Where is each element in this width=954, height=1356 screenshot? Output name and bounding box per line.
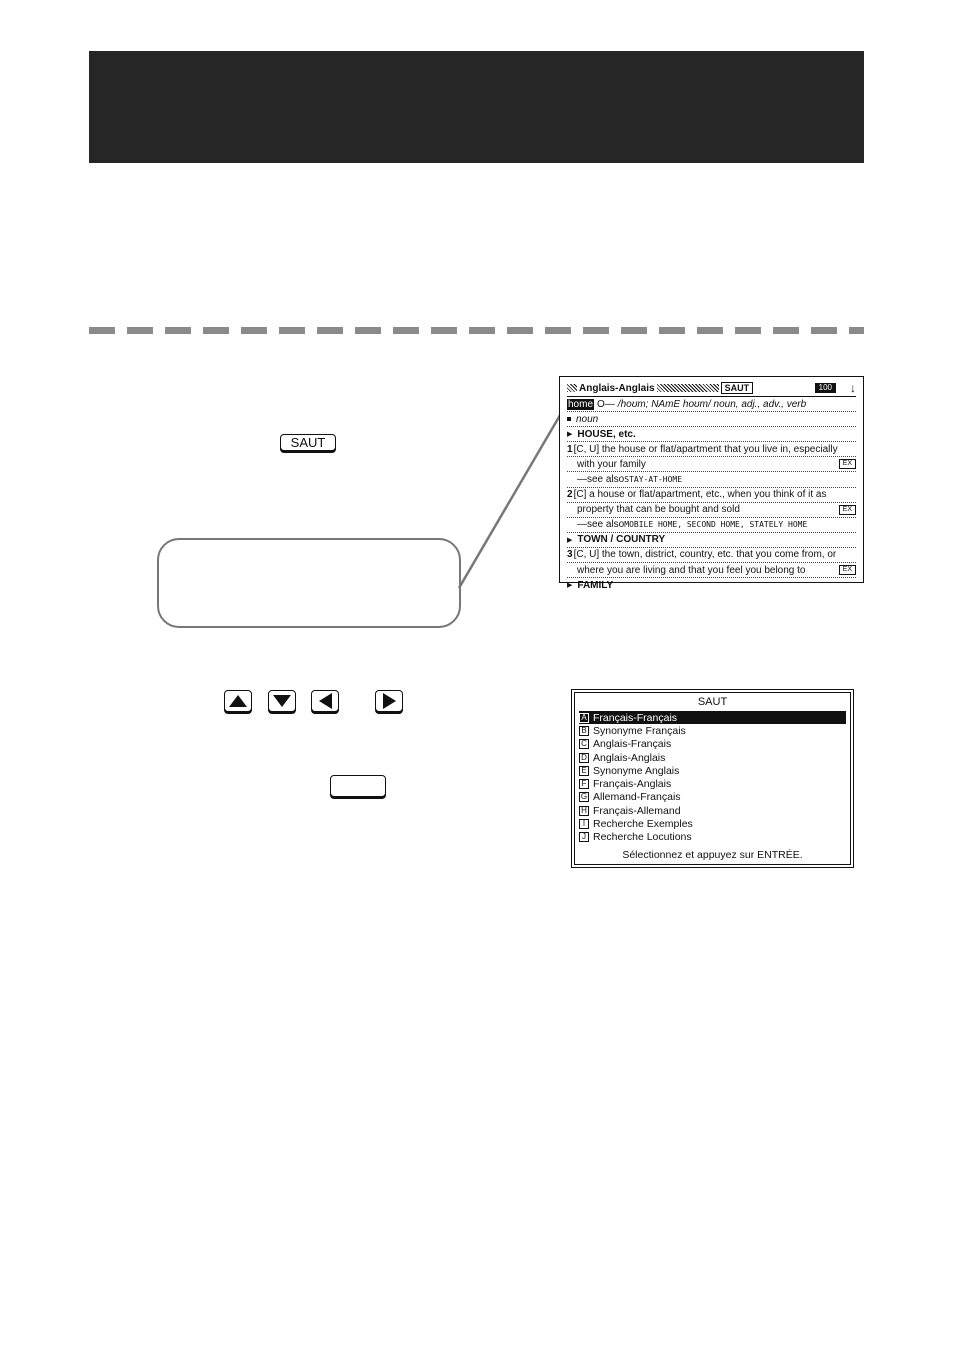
- example-icon[interactable]: EX: [839, 459, 856, 469]
- menu-item-label: Français-Français: [593, 711, 678, 724]
- section-town: TOWN / COUNTRY: [577, 534, 666, 546]
- dictionary-header: [567, 380, 856, 397]
- saut-menu-item[interactable]: [579, 831, 846, 844]
- callout-box: [157, 538, 461, 628]
- section-family: FAMILY: [577, 579, 614, 591]
- entry-headline: [567, 397, 856, 412]
- saut-menu-item[interactable]: [579, 777, 846, 790]
- sense-cont-line: [567, 457, 856, 472]
- menu-letter-badge: D: [579, 753, 589, 763]
- key-icon: O—: [597, 398, 615, 410]
- triangle-marker-icon: ▶: [567, 582, 573, 590]
- sense-line: [567, 442, 856, 457]
- menu-item-label: Synonyme Anglais: [593, 764, 680, 777]
- section-header-band: [89, 51, 864, 163]
- arrow-up-icon: [229, 695, 247, 707]
- saut-menu-item[interactable]: [579, 724, 846, 737]
- sense-cont-line: [567, 563, 856, 578]
- example-icon[interactable]: EX: [839, 505, 856, 515]
- arrow-right-icon: [383, 693, 396, 709]
- menu-letter-badge: E: [579, 766, 589, 776]
- saut-menu-list: [579, 711, 846, 844]
- menu-item-label: Anglais-Français: [593, 738, 672, 751]
- section-line: [567, 578, 856, 592]
- menu-letter-badge: A: [579, 713, 589, 723]
- saut-menu-item[interactable]: [579, 791, 846, 804]
- saut-menu-item[interactable]: [579, 738, 846, 751]
- saut-badge: SAUT: [721, 382, 754, 394]
- saut-menu-item[interactable]: [579, 764, 846, 777]
- saut-screen: [571, 689, 854, 868]
- menu-item-label: Français-Anglais: [593, 778, 672, 791]
- menu-item-label: Recherche Locutions: [593, 831, 692, 844]
- sense-text: [C] a house or flat/apartment, etc., when you think of it as: [573, 489, 827, 501]
- see-also-text: —see also: [577, 474, 625, 486]
- scroll-down-icon: ↓: [850, 381, 856, 395]
- see-also-line: [567, 518, 856, 533]
- dictionary-name: Anglais-Anglais: [579, 382, 655, 394]
- volume-badge: 100: [815, 383, 836, 393]
- square-bullet-icon: [567, 417, 571, 421]
- sense-text: where you are living and that you feel you belong to: [577, 564, 806, 576]
- headword[interactable]: home: [568, 398, 594, 410]
- menu-letter-badge: I: [579, 819, 589, 829]
- sense-number: 2: [567, 489, 573, 501]
- sense-line: [567, 548, 856, 563]
- up-arrow-key[interactable]: [224, 690, 252, 712]
- sense-text: with your family: [577, 458, 646, 470]
- saut-menu-item[interactable]: [579, 751, 846, 764]
- pattern-decor: [567, 384, 577, 392]
- arrow-left-icon: [319, 693, 332, 709]
- saut-menu-item[interactable]: [579, 817, 846, 830]
- saut-title: SAUT: [697, 696, 728, 708]
- pos-label: noun: [576, 413, 599, 425]
- sense-text: [C, U] the house or flat/apartment that you live in, especially: [573, 443, 838, 455]
- saut-menu-item[interactable]: [579, 804, 846, 817]
- menu-item-label: Recherche Exemples: [593, 818, 693, 831]
- arrow-down-icon: [273, 695, 291, 707]
- pattern-decor: [657, 384, 719, 392]
- menu-letter-badge: J: [579, 832, 589, 842]
- pos-list: noun, adj., adv., verb: [713, 398, 807, 410]
- see-also-ref[interactable]: STAY-AT-HOME: [624, 475, 683, 485]
- left-arrow-key[interactable]: [311, 690, 339, 712]
- section-line: [567, 533, 856, 548]
- saut-menu-item[interactable]: [579, 711, 846, 724]
- dictionary-screen: [559, 376, 864, 591]
- section-house: HOUSE, etc.: [577, 428, 636, 440]
- down-arrow-key[interactable]: [268, 690, 296, 712]
- sense-text: property that can be bought and sold: [577, 504, 740, 516]
- pronunciation: /hoʊm; NAmE hoʊm/: [617, 398, 711, 410]
- dashed-divider: [89, 327, 864, 334]
- sense-cont-line: [567, 503, 856, 518]
- menu-item-label: Anglais-Anglais: [593, 751, 666, 764]
- enter-key[interactable]: [330, 775, 386, 797]
- pos-line: [567, 412, 856, 427]
- section-line: [567, 427, 856, 442]
- sense-text: [C, U] the town, district, country, etc. that you come from, or: [573, 549, 837, 561]
- see-also-line: [567, 472, 856, 487]
- see-also-ref[interactable]: MOBILE HOME, SECOND HOME, STATELY HOME: [624, 520, 808, 530]
- triangle-marker-icon: ▶: [567, 536, 573, 544]
- sense-number: 1: [567, 443, 573, 455]
- menu-letter-badge: G: [580, 792, 588, 802]
- sense-line: [567, 488, 856, 503]
- example-icon[interactable]: EX: [839, 565, 856, 575]
- menu-letter-badge: B: [579, 726, 589, 736]
- menu-letter-badge: C: [579, 739, 589, 749]
- see-also-text: —see also: [577, 519, 625, 531]
- right-arrow-key[interactable]: [375, 690, 403, 712]
- menu-item-label: Synonyme Français: [593, 724, 686, 737]
- menu-letter-badge: F: [579, 779, 589, 789]
- menu-letter-badge: H: [579, 806, 589, 816]
- menu-item-label: Français-Allemand: [593, 804, 681, 817]
- saut-inner-frame: [574, 692, 851, 865]
- sense-number: 3: [567, 549, 573, 561]
- saut-footer: Sélectionnez et appuyez sur ENTRÉE.: [622, 849, 803, 861]
- triangle-marker-icon: ▶: [567, 431, 573, 439]
- saut-key[interactable]: SAUT: [280, 434, 336, 451]
- menu-item-label: Allemand-Français: [593, 791, 681, 804]
